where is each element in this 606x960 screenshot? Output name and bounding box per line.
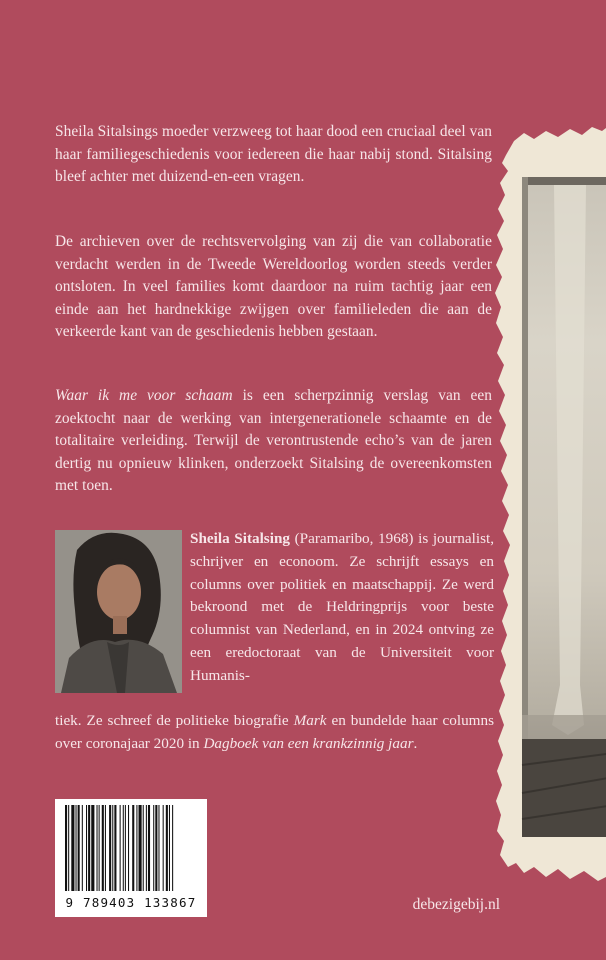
author-bio-part-2 xyxy=(55,710,494,756)
barcode-bar xyxy=(143,805,144,891)
barcode-bar xyxy=(148,805,150,891)
author-name: Sheila Sitalsing xyxy=(190,530,290,547)
barcode-bar xyxy=(120,805,121,891)
barcode-bar xyxy=(86,805,87,891)
blurb-paragraph-1: Sheila Sitalsings moeder verzweeg tot haar dood een cruciaal deel van haar familiegeschiedenis voor iedereen die haar nabij stond. Sitalsing bleef achter met duizend-en-een vragen. xyxy=(55,123,492,186)
barcode-bar xyxy=(82,805,83,891)
author-bio-text-4: . xyxy=(413,734,418,752)
barcode-bar xyxy=(125,805,126,891)
barcode-bar xyxy=(136,805,137,891)
barcode-bars xyxy=(63,805,199,891)
barcode-bar xyxy=(102,805,104,891)
author-bio-text-1: (Paramaribo, 1968) is journalist, schrijver en econoom. Ze schrijft essays en columns over politiek en maatschappij. Ze werd bekroond met de Heldringprijs voor beste columnist van Nederland, en in 2024 ontving ze een eredoctoraat van de Universiteit voor Humanis- xyxy=(190,530,494,684)
blurb-paragraph-2: De archieven over de rechtsvervolging van zij die van collaboratie verdacht werden in de Tweede Wereldoorlog worden steeds verder ontsloten. In veel families komt daardoor na ruim tachtig jaar een einde aan het hardnekkige zwijgen over familieleden die aan de verkeerde kant van de geschiedenis hebben gestaan. xyxy=(55,233,492,341)
barcode-bar xyxy=(158,805,159,891)
barcode-bar xyxy=(172,805,173,891)
barcode-bar xyxy=(76,805,77,891)
book-title: Waar ik me voor schaam xyxy=(55,387,233,404)
barcode-bar xyxy=(65,805,67,891)
vintage-photo-image xyxy=(494,125,606,890)
barcode-bar xyxy=(169,805,170,891)
barcode-bar xyxy=(91,805,94,891)
barcode-bar xyxy=(97,805,98,891)
barcode-bar xyxy=(146,805,147,891)
barcode-bar xyxy=(105,805,106,891)
barcode-bar xyxy=(166,805,168,891)
publisher-website: debezigebij.nl xyxy=(412,896,500,913)
book-title-mark: Mark xyxy=(293,712,327,729)
barcode-bar xyxy=(78,805,80,891)
barcode-bar xyxy=(139,805,142,891)
isbn-number: 9 789403 133867 xyxy=(65,895,197,910)
barcode-bar xyxy=(163,805,164,891)
blurb-paragraph-3-text: is een scherpzinnig verslag van een zoektocht naar de werking van intergenerationele schaamte en de totalitaire verleiding. Terwijl de verontrustende echo’s van de jaren dertig nu opnieuw klinken, onderzoekt Sitalsing de overeenkomsten met toen. xyxy=(55,387,492,495)
author-bio-text-3: en bundelde haar columns over coronajaar 2020 in xyxy=(55,712,494,752)
book-title-dagboek: Dagboek van een krankzinnig jaar xyxy=(203,734,414,752)
barcode xyxy=(55,799,207,917)
barcode-bar xyxy=(68,805,69,891)
author-photo xyxy=(55,530,182,693)
barcode-bar xyxy=(128,805,129,891)
barcode-bar xyxy=(88,805,90,891)
barcode-bar xyxy=(112,805,113,891)
barcode-bar xyxy=(155,805,157,891)
blurb-paragraph-3 xyxy=(55,385,492,498)
barcode-bar xyxy=(123,805,124,891)
barcode-bar xyxy=(109,805,111,891)
author-bio-text-2: tiek. Ze schreef de politieke biografie xyxy=(55,712,294,729)
author-bio-part-1 xyxy=(190,528,494,688)
barcode-bar xyxy=(99,805,100,891)
barcode-bar xyxy=(132,805,134,891)
barcode-bar xyxy=(71,805,74,891)
barcode-bar xyxy=(114,805,116,891)
barcode-bar xyxy=(153,805,154,891)
